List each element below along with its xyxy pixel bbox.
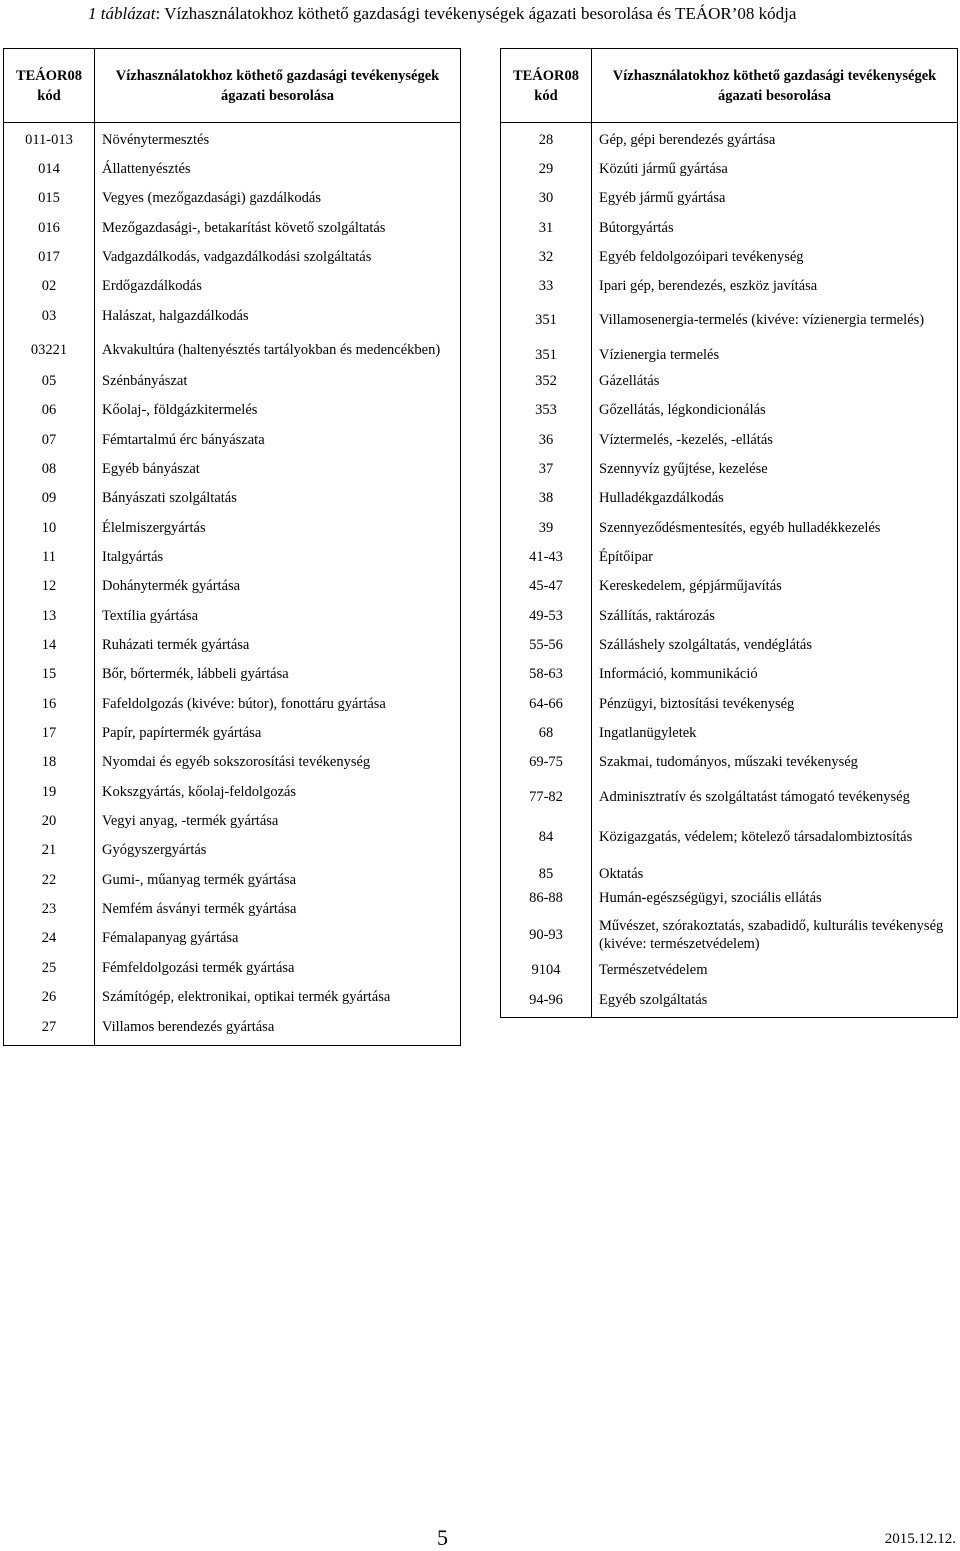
table-row [4, 604, 460, 628]
table-row [501, 692, 957, 716]
row-name: Nemfém ásványi termék gyártása [102, 901, 297, 917]
row-code: 24 [41, 929, 57, 946]
row-code: 06 [41, 401, 57, 418]
table-row [4, 633, 460, 657]
row-name: Bőr, bőrtermék, lábbeli gyártása [102, 666, 289, 682]
row-code: 05 [41, 372, 57, 389]
table-row [501, 988, 957, 1012]
row-name: Közúti jármű gyártása [599, 161, 728, 177]
row-name: Akvakultúra (haltenyésztés tartályokban és medencékben) [102, 342, 441, 358]
row-name: Oktatás [599, 866, 644, 882]
table-row [501, 574, 957, 598]
row-name: Gőzellátás, légkondicionálás [599, 402, 766, 418]
row-code: 45-47 [529, 577, 563, 594]
right-table [500, 48, 958, 1018]
row-name: Italgyártás [102, 549, 164, 565]
row-code: 49-53 [529, 607, 563, 624]
row-name: Gép, gépi berendezés gyártása [599, 132, 776, 148]
table-row [501, 777, 957, 817]
table-row [501, 662, 957, 686]
row-name: Szállítás, raktározás [599, 608, 715, 624]
row-name: Hulladékgazdálkodás [599, 490, 724, 506]
row-code: 016 [38, 219, 60, 236]
row-name: Építőipar [599, 549, 653, 565]
table-row [501, 274, 957, 298]
row-code: 77-82 [529, 788, 563, 805]
table-row [4, 692, 460, 716]
row-name: Információ, kommunikáció [599, 666, 758, 682]
row-name: Közigazgatás, védelem; kötelező társadalombiztosítás [599, 829, 913, 845]
row-name: Növénytermesztés [102, 132, 210, 148]
row-name: Számítógép, elektronikai, optikai termék gyártása [102, 989, 391, 1005]
table-row [4, 186, 460, 210]
row-name: Papír, papírtermék gyártása [102, 725, 262, 741]
table-row [4, 780, 460, 804]
row-name: Gázellátás [599, 373, 660, 389]
table-row [501, 817, 957, 857]
table-row [501, 128, 957, 152]
row-code: 011-013 [25, 131, 73, 148]
row-code: 351 [535, 346, 557, 363]
table-row [501, 486, 957, 510]
table-row [501, 343, 957, 367]
row-name: Szénbányászat [102, 373, 188, 389]
row-name: Kereskedelem, gépjárműjavítás [599, 578, 782, 594]
table-row [4, 809, 460, 833]
row-code: 15 [41, 665, 57, 682]
row-code: 351 [535, 311, 557, 328]
row-name: Halászat, halgazdálkodás [102, 308, 249, 324]
table-row [501, 300, 957, 340]
row-code: 22 [41, 871, 57, 888]
table-row [501, 428, 957, 452]
row-code: 58-63 [529, 665, 563, 682]
table-row [4, 128, 460, 152]
row-code: 69-75 [529, 753, 563, 770]
row-code: 94-96 [529, 991, 563, 1008]
row-code: 08 [41, 460, 57, 477]
row-code: 353 [535, 401, 557, 418]
table-row [501, 457, 957, 481]
table-row [4, 750, 460, 774]
row-code: 09 [41, 489, 57, 506]
row-code: 30 [538, 189, 554, 206]
row-name: Szennyvíz gyűjtése, kezelése [599, 461, 768, 477]
table-row [4, 574, 460, 598]
table-row [4, 157, 460, 181]
table-row [501, 915, 957, 955]
row-name: Víztermelés, -kezelés, -ellátás [599, 432, 773, 448]
table-row [4, 662, 460, 686]
row-code: 03221 [30, 341, 68, 358]
row-code: 02 [41, 277, 57, 294]
row-name: Ipari gép, berendezés, eszköz javítása [599, 278, 818, 294]
row-code: 352 [535, 372, 557, 389]
row-name: Vegyes (mezőgazdasági) gazdálkodás [102, 190, 322, 206]
table-row [501, 369, 957, 393]
row-name: Természetvédelem [599, 962, 708, 978]
title-label: 1 táblázat [88, 4, 156, 23]
row-code: 015 [38, 189, 60, 206]
row-code: 18 [41, 753, 57, 770]
row-code: 16 [41, 695, 57, 712]
table-row [501, 245, 957, 269]
table-row [4, 897, 460, 921]
table-row [4, 274, 460, 298]
row-name: Villamosenergia-termelés (kivéve: vízienergia termelés) [599, 312, 925, 328]
row-code: 14 [41, 636, 57, 653]
row-name: Szennyeződésmentesítés, egyéb hulladékkezelés [599, 520, 881, 536]
row-name: Adminisztratív és szolgáltatást támogató tevékenység [599, 789, 910, 805]
row-name: Nyomdai és egyéb sokszorosítási tevékenység [102, 754, 371, 770]
row-name: Vízienergia termelés [599, 347, 720, 363]
table-row [4, 245, 460, 269]
table-row [4, 1015, 460, 1039]
row-code: 23 [41, 900, 57, 917]
row-name: Fémfeldolgozási termék gyártása [102, 960, 295, 976]
table-row [501, 545, 957, 569]
row-code: 29 [538, 160, 554, 177]
right-header-description: Vízhasználatokhoz köthető gazdasági tevékenységek ágazati besorolása [612, 67, 937, 104]
table-row [501, 862, 957, 886]
row-code: 19 [41, 783, 57, 800]
row-code: 68 [538, 724, 554, 741]
row-code: 014 [38, 160, 60, 177]
left-table [3, 48, 461, 1046]
row-name: Ingatlanügyletek [599, 725, 697, 741]
table-row [4, 868, 460, 892]
row-code: 31 [538, 219, 554, 236]
table-row [501, 721, 957, 745]
table-row [501, 604, 957, 628]
row-code: 39 [538, 519, 554, 536]
row-name: Fémtartalmú érc bányászata [102, 432, 265, 448]
row-name: Pénzügyi, biztosítási tevékenység [599, 696, 795, 712]
document-date: 2015.12.12. [884, 1531, 956, 1547]
row-code: 90-93 [529, 926, 563, 943]
row-name: Vegyi anyag, -termék gyártása [102, 813, 279, 829]
table-row [501, 633, 957, 657]
table-row [4, 956, 460, 980]
row-code: 20 [41, 812, 57, 829]
row-name: Gyógyszergyártás [102, 842, 207, 858]
table-row [501, 186, 957, 210]
left-header-code: TEÁOR08 kód [15, 67, 83, 104]
table-row [501, 958, 957, 982]
row-code: 27 [41, 1018, 57, 1035]
row-name: Humán-egészségügyi, szociális ellátás [599, 890, 822, 906]
row-name: Egyéb bányászat [102, 461, 200, 477]
table-row [4, 486, 460, 510]
row-code: 11 [42, 548, 56, 565]
row-code: 36 [538, 431, 554, 448]
table-row [4, 216, 460, 240]
left-header-description: Vízhasználatokhoz köthető gazdasági tevékenységek ágazati besorolása [115, 67, 440, 104]
row-name: Egyéb jármű gyártása [599, 190, 726, 206]
table-row [4, 985, 460, 1009]
row-name: Bányászati szolgáltatás [102, 490, 237, 506]
row-code: 33 [538, 277, 554, 294]
row-code: 03 [41, 307, 57, 324]
row-name: Gumi-, műanyag termék gyártása [102, 872, 297, 888]
table-row [4, 545, 460, 569]
row-code: 37 [538, 460, 554, 477]
row-code: 64-66 [529, 695, 563, 712]
row-code: 13 [41, 607, 57, 624]
row-name: Élelmiszergyártás [102, 520, 206, 536]
row-name: Egyéb szolgáltatás [599, 992, 708, 1008]
row-code: 86-88 [529, 889, 563, 906]
page-number: 5 [437, 1525, 448, 1550]
row-code: 12 [41, 577, 57, 594]
row-code: 25 [41, 959, 57, 976]
row-code: 32 [538, 248, 554, 265]
table-row [501, 516, 957, 540]
row-name: Művészet, szórakoztatás, szabadidő, kulturális tevékenység (kivéve: természetvédelem) [599, 918, 944, 952]
table-row [4, 304, 460, 328]
row-code: 55-56 [529, 636, 563, 653]
row-code: 28 [538, 131, 554, 148]
row-code: 21 [41, 841, 57, 858]
table-row [4, 457, 460, 481]
table-row [501, 750, 957, 774]
row-name: Fafeldolgozás (kivéve: bútor), fonottáru gyártása [102, 696, 386, 712]
table-row [4, 838, 460, 862]
table-row [4, 332, 460, 368]
row-code: 84 [538, 828, 554, 845]
row-code: 85 [538, 865, 554, 882]
row-name: Mezőgazdasági-, betakarítást követő szolgáltatás [102, 220, 386, 236]
row-name: Dohánytermék gyártása [102, 578, 241, 594]
table-row [4, 516, 460, 540]
row-name: Állattenyésztés [102, 161, 191, 177]
row-name: Textília gyártása [102, 608, 199, 624]
row-code: 017 [38, 248, 60, 265]
row-name: Egyéb feldolgozóipari tevékenység [599, 249, 804, 265]
table-row [4, 369, 460, 393]
table-row [501, 398, 957, 422]
table-row [501, 216, 957, 240]
row-name: Ruházati termék gyártása [102, 637, 250, 653]
row-name: Szálláshely szolgáltatás, vendéglátás [599, 637, 812, 653]
table-row [501, 886, 957, 910]
title-text: : Vízhasználatokhoz köthető gazdasági tevékenységek ágazati besorolása és TEÁOR’08 kódja [155, 4, 797, 23]
row-name: Kokszgyártás, kőolaj-feldolgozás [102, 784, 297, 800]
document-title [88, 4, 796, 24]
row-code: 10 [41, 519, 57, 536]
row-code: 38 [538, 489, 554, 506]
row-name: Erdőgazdálkodás [102, 278, 202, 294]
row-name: Vadgazdálkodás, vadgazdálkodási szolgáltatás [102, 249, 372, 265]
table-row [4, 721, 460, 745]
row-name: Szakmai, tudományos, műszaki tevékenység [599, 754, 858, 770]
table-row [4, 398, 460, 422]
table-row [501, 157, 957, 181]
row-name: Kőolaj-, földgázkitermelés [102, 402, 258, 418]
row-code: 17 [41, 724, 57, 741]
row-name: Fémalapanyag gyártása [102, 930, 239, 946]
row-code: 07 [41, 431, 57, 448]
row-code: 26 [41, 988, 57, 1005]
table-row [4, 926, 460, 950]
row-name: Bútorgyártás [599, 220, 674, 236]
right-header-code: TEÁOR08 kód [512, 67, 580, 104]
row-name: Villamos berendezés gyártása [102, 1019, 275, 1035]
row-code: 9104 [531, 961, 561, 978]
row-code: 41-43 [529, 548, 563, 565]
table-row [4, 428, 460, 452]
